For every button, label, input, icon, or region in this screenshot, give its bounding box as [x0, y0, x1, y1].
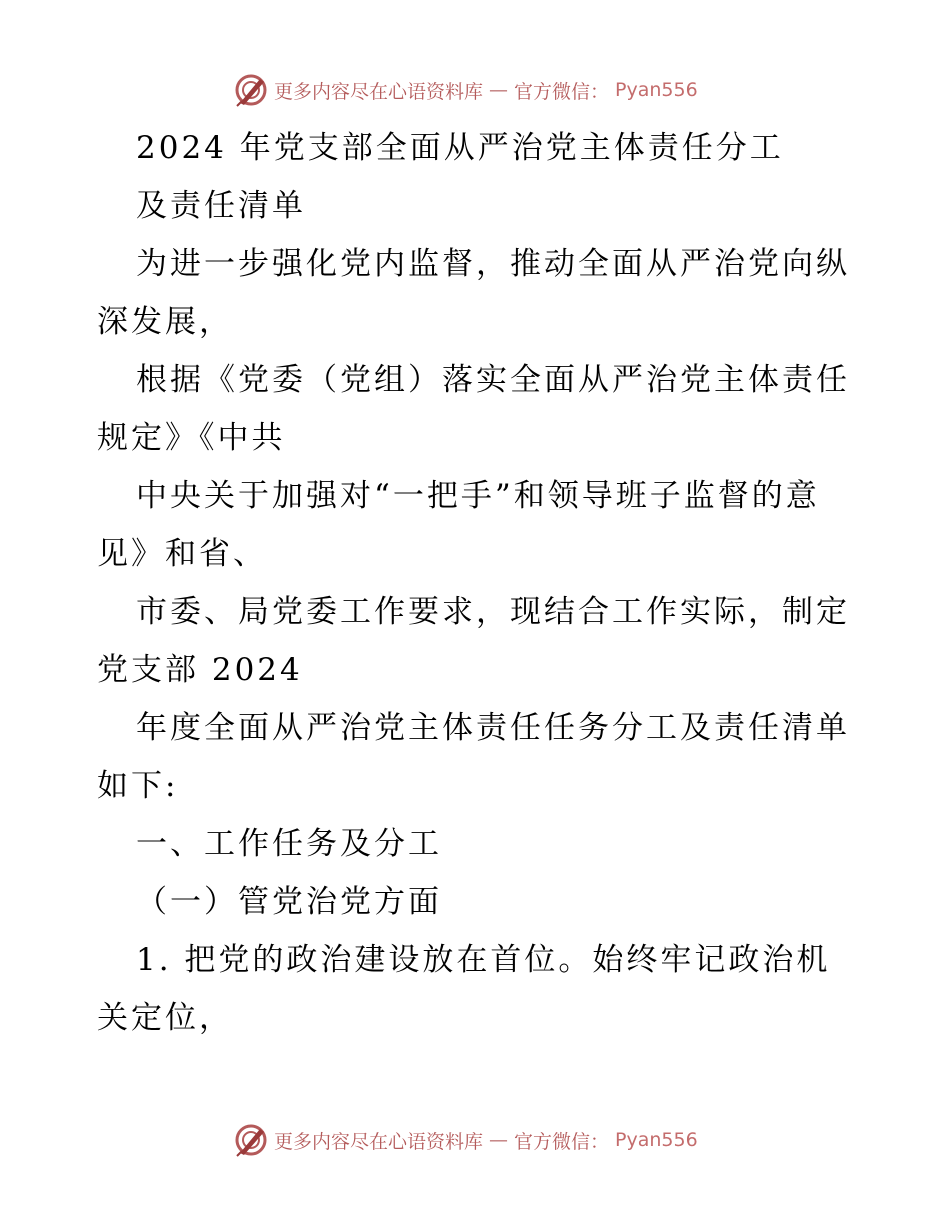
paragraph-line: 如下:	[97, 768, 179, 804]
subsection-heading: （一）管党治党方面	[136, 884, 442, 920]
banner-wechat-id: Pyan556	[615, 79, 698, 101]
quill-logo-icon	[234, 73, 268, 107]
paragraph-line: 中央关于加强对“一把手”和领导班子监督的意	[136, 478, 820, 514]
banner-wechat-id: Pyan556	[615, 1129, 698, 1151]
paragraph-line: 根据《党委（党组）落实全面从严治党主体责任	[136, 362, 850, 398]
banner-wechat-label: 官方微信：	[514, 1130, 610, 1153]
banner-separator: —	[489, 79, 509, 101]
paragraph-line: 规定》《中共	[97, 420, 286, 456]
header-banner	[234, 72, 698, 108]
banner-text: 更多内容尽在心语资料库	[274, 80, 484, 103]
footer-banner	[234, 1122, 698, 1158]
paragraph-line: 关定位，	[97, 1000, 233, 1036]
paragraph-line: 1. 把党的政治建设放在首位。始终牢记政治机	[136, 942, 831, 978]
banner-wechat-label: 官方微信：	[514, 80, 610, 103]
title-line-2: 及责任清单	[136, 188, 306, 224]
paragraph-line: 市委、局党委工作要求，现结合工作实际，制定	[136, 594, 850, 630]
quill-logo-icon	[234, 1123, 268, 1157]
section-heading: 一、工作任务及分工	[136, 826, 442, 862]
paragraph-line: 为进一步强化党内监督，推动全面从严治党向纵	[136, 246, 850, 282]
paragraph-line: 党支部 2024	[97, 652, 303, 688]
banner-separator: —	[489, 1129, 509, 1151]
paragraph-line: 年度全面从严治党主体责任任务分工及责任清单	[136, 710, 850, 746]
paragraph-line: 深发展，	[97, 304, 233, 340]
banner-text: 更多内容尽在心语资料库	[274, 1130, 484, 1153]
title-line-1: 2024 年党支部全面从严治党主体责任分工	[136, 130, 784, 166]
paragraph-line: 见》和省、	[97, 536, 267, 572]
